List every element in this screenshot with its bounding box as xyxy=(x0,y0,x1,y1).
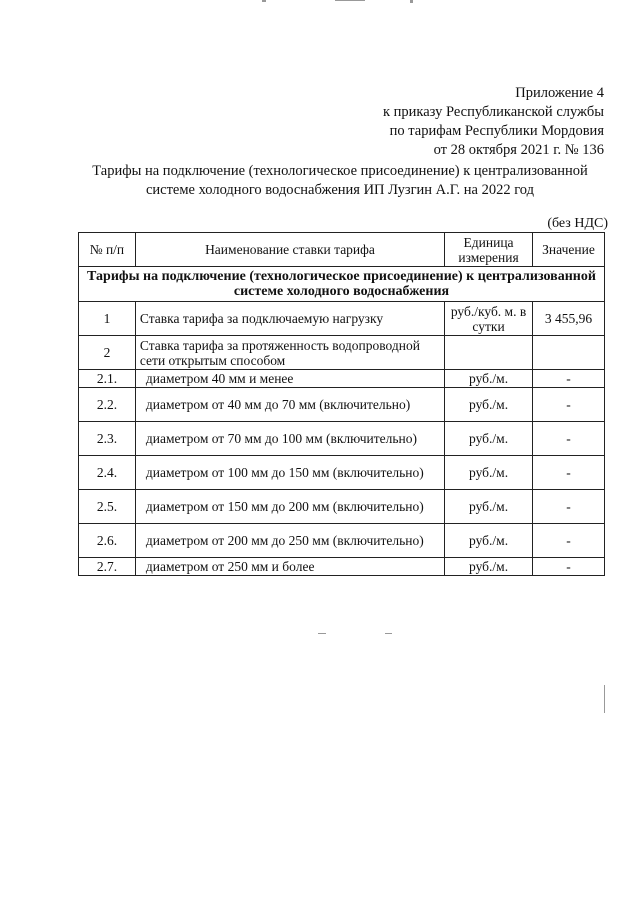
row-name: Ставка тарифа за подключаемую нагрузку xyxy=(135,302,444,336)
header-num: № п/п xyxy=(79,233,136,267)
row-unit: руб./м. xyxy=(445,370,533,388)
row-unit: руб./м. xyxy=(445,422,533,456)
row-name: диаметром от 100 мм до 150 мм (включительно) xyxy=(135,456,444,490)
appendix-line-1: Приложение 4 xyxy=(515,85,604,101)
row-num: 2 xyxy=(79,336,136,370)
row-unit: руб./м. xyxy=(445,490,533,524)
row-unit: руб./куб. м. в сутки xyxy=(445,302,533,336)
scan-mark xyxy=(262,0,266,2)
document-title xyxy=(60,162,620,200)
row-name: диаметром от 250 мм и более xyxy=(135,558,444,576)
row-num: 2.1. xyxy=(79,370,136,388)
row-num: 2.7. xyxy=(79,558,136,576)
row-num: 2.6. xyxy=(79,524,136,558)
row-num: 2.3. xyxy=(79,422,136,456)
row-num: 1 xyxy=(79,302,136,336)
section-row xyxy=(79,267,605,302)
row-name: диаметром от 200 мм до 250 мм (включительно) xyxy=(135,524,444,558)
row-num: 2.4. xyxy=(79,456,136,490)
row-unit xyxy=(445,336,533,370)
row-unit: руб./м. xyxy=(445,524,533,558)
scan-mark xyxy=(318,633,326,634)
row-value: - xyxy=(533,370,605,388)
appendix-header xyxy=(383,84,604,160)
row-value: - xyxy=(533,490,605,524)
table-row xyxy=(79,370,605,388)
title-line-1: Тарифы на подключение (технологическое присоединение) к централизованной xyxy=(92,163,588,179)
table-row xyxy=(79,456,605,490)
row-name: диаметром от 150 мм до 200 мм (включительно) xyxy=(135,490,444,524)
row-value: 3 455,96 xyxy=(533,302,605,336)
table-row xyxy=(79,524,605,558)
header-value: Значение xyxy=(533,233,605,267)
row-unit: руб./м. xyxy=(445,456,533,490)
scan-mark xyxy=(385,633,392,634)
table-row xyxy=(79,422,605,456)
row-value: - xyxy=(533,524,605,558)
tariff-table xyxy=(78,232,605,576)
scan-mark xyxy=(604,685,605,713)
table-row xyxy=(79,336,605,370)
table-header-row xyxy=(79,233,605,267)
section-title: Тарифы на подключение (технологическое присоединение) к централизованной системе холодного водоснабжения xyxy=(79,267,605,302)
table-row xyxy=(79,490,605,524)
row-value: - xyxy=(533,388,605,422)
row-num: 2.5. xyxy=(79,490,136,524)
row-name: диаметром от 40 мм до 70 мм (включительно) xyxy=(135,388,444,422)
row-unit: руб./м. xyxy=(445,558,533,576)
scan-mark xyxy=(410,0,413,3)
header-name: Наименование ставки тарифа xyxy=(135,233,444,267)
title-line-2: системе холодного водоснабжения ИП Лузгин А.Г. на 2022 год xyxy=(145,182,535,198)
table-row xyxy=(79,302,605,336)
appendix-line-3: по тарифам Республики Мордовия xyxy=(389,123,604,139)
vat-note: (без НДС) xyxy=(547,216,608,231)
appendix-line-4: от 28 октября 2021 г. № 136 xyxy=(433,142,604,158)
appendix-line-2: к приказу Республиканской службы xyxy=(382,104,604,120)
row-name: диаметром от 70 мм до 100 мм (включительно) xyxy=(135,422,444,456)
row-name: диаметром 40 мм и менее xyxy=(135,370,444,388)
row-value: - xyxy=(533,422,605,456)
row-num: 2.2. xyxy=(79,388,136,422)
row-value: - xyxy=(533,558,605,576)
table-row xyxy=(79,558,605,576)
row-unit: руб./м. xyxy=(445,388,533,422)
scan-mark xyxy=(335,0,365,1)
row-name: Ставка тарифа за протяженность водопроводной сети открытым способом xyxy=(135,336,444,370)
table-row xyxy=(79,388,605,422)
row-value: - xyxy=(533,456,605,490)
row-value xyxy=(533,336,605,370)
header-unit: Единица измерения xyxy=(445,233,533,267)
